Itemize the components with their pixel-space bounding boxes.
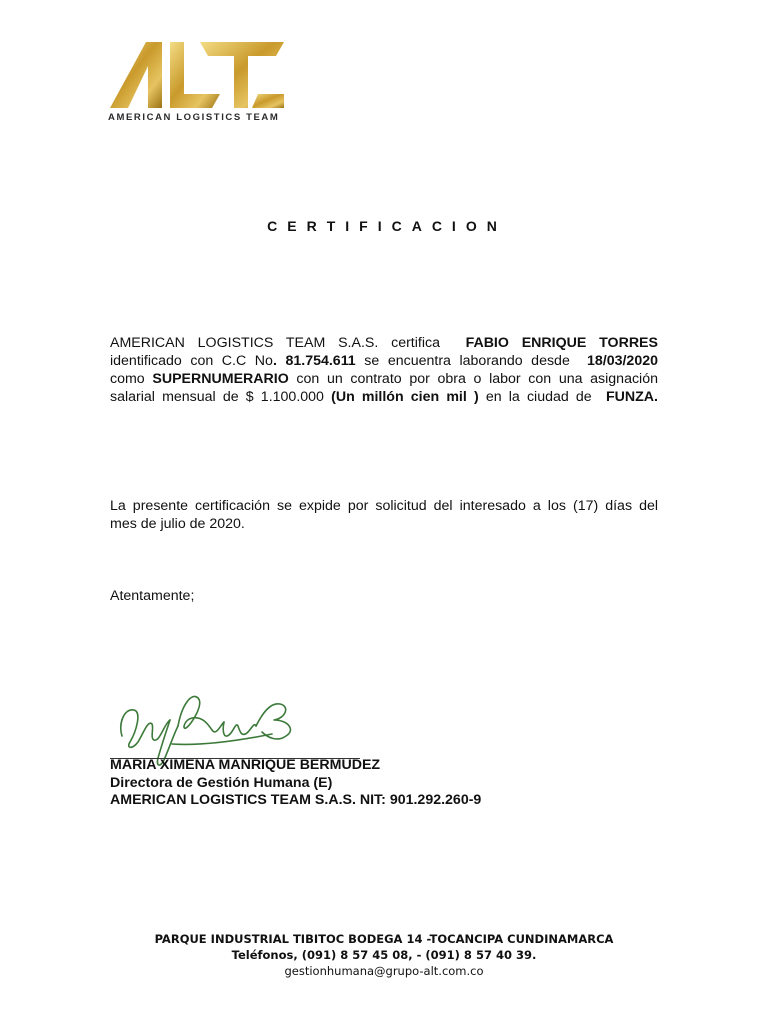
page-footer <box>0 931 768 979</box>
footer-email: gestionhumana@grupo-alt.com.co <box>284 964 484 978</box>
paragraph-line <box>110 334 658 352</box>
como-text: como <box>110 371 145 387</box>
id-dot: . <box>272 353 277 369</box>
document-title: CERTIFICACION <box>267 218 507 234</box>
working-since-text: se encuentra laborando desde <box>364 353 570 369</box>
footer-address: PARQUE INDUSTRIAL TIBITOC BODEGA 14 -TOCANCIPA CUNDINAMARCA <box>154 932 614 946</box>
company-name-text: AMERICAN LOGISTICS TEAM S.A.S. <box>110 335 379 351</box>
position-title: SUPERNUMERARIO <box>152 371 289 387</box>
salary-text: salarial mensual de $ 1.100.000 <box>110 389 324 405</box>
salary-words: (Un millón cien mil ) <box>331 389 479 405</box>
signer-name: MARIA XIMENA MANRIQUE BERMUDEZ <box>110 757 381 773</box>
id-number: 81.754.611 <box>285 353 356 369</box>
footer-phones: Teléfonos, (091) 8 57 45 08, - (091) 8 57 40 39. <box>231 948 537 962</box>
company-logo <box>108 38 286 128</box>
city-prefix-text: en la ciudad de <box>485 389 592 405</box>
paragraph-line: La presente certificación se expide por solicitud del interesado a los (17) días del <box>110 498 658 514</box>
start-date: 18/03/2020 <box>586 353 658 369</box>
paragraph-line: mes de julio de 2020. <box>110 516 245 532</box>
closing-text: Atentamente; <box>110 588 195 604</box>
alt-logo-icon <box>108 38 286 110</box>
certifica-text: certifica <box>391 335 440 351</box>
certification-paragraph <box>110 334 658 406</box>
contract-text: con un contrato por obra o labor con una asignación <box>296 371 658 387</box>
employee-name: FABIO ENRIQUE TORRES <box>465 335 658 351</box>
city-name: FUNZA. <box>605 389 658 405</box>
signer-role: Directora de Gestión Humana (E) <box>110 774 333 791</box>
signer-block <box>110 757 481 810</box>
paragraph-line <box>110 388 658 406</box>
signer-company-nit: AMERICAN LOGISTICS TEAM S.A.S. NIT: 901.292.260-9 <box>110 792 482 808</box>
issuance-paragraph <box>110 497 658 533</box>
logo-tagline: AMERICAN LOGISTICS TEAM <box>108 112 280 123</box>
id-prefix-text: identificado con C.C No <box>110 353 273 369</box>
paragraph-line <box>110 352 658 370</box>
paragraph-line <box>110 370 658 388</box>
